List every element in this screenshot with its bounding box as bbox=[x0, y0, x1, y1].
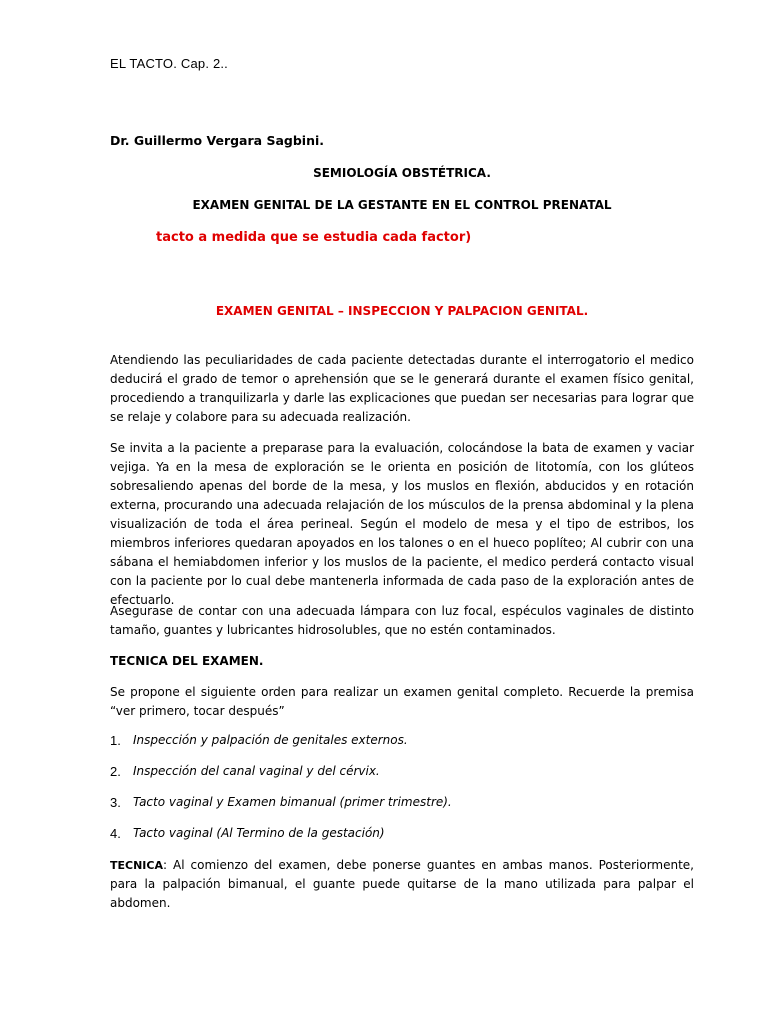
paragraph-3: Asegurase de contar con una adecuada lámpara con luz focal, espéculos vaginales de distinto tamaño, guantes y lubricantes hidrosolubles, que no estén contaminados. bbox=[110, 604, 694, 637]
list-item-number: 2. bbox=[110, 764, 121, 779]
list-item-text: Tacto vaginal y Examen bimanual (primer trimestre). bbox=[133, 795, 452, 809]
technique-heading: TECNICA DEL EXAMEN. bbox=[110, 654, 264, 668]
author-name: Dr. Guillermo Vergara Sagbini. bbox=[110, 133, 324, 148]
section-heading: EXAMEN GENITAL – INSPECCION Y PALPACION GENITAL. bbox=[215, 304, 589, 318]
list-item-number: 4. bbox=[110, 826, 121, 841]
paragraph-1: Atendiendo las peculiaridades de cada paciente detectadas durante el interrogatorio el medico deducirá el grado de temor o aprehensión que se le generará durante el examen físico genital, procediendo a tranquilizarla y darle las explicaciones que puedan ser necesarias para lograr que se relaje y colabore para su adecuada realización. bbox=[110, 353, 694, 424]
list-item-text: Tacto vaginal (Al Termino de la gestación) bbox=[133, 826, 385, 840]
page-header: EL TACTO. Cap. 2.. bbox=[110, 56, 228, 71]
list-item-number: 1. bbox=[110, 733, 121, 748]
red-note: tacto a medida que se estudia cada factor) bbox=[156, 230, 472, 245]
list-item-number: 3. bbox=[110, 795, 121, 810]
list-item-text: Inspección y palpación de genitales externos. bbox=[133, 733, 408, 747]
technique-intro: Se propone el siguiente orden para realizar un examen genital completo. Recuerde la premisa “ver primero, tocar después” bbox=[110, 685, 694, 718]
final-label: TECNICA bbox=[110, 859, 163, 872]
final-paragraph bbox=[110, 856, 694, 913]
document-subtitle: SEMIOLOGÍA OBSTÉTRICA. bbox=[313, 166, 491, 180]
paragraph-2: Se invita a la paciente a preparase para la evaluación, colocándose la bata de examen y vaciar vejiga. Ya en la mesa de exploración se le orienta en posición de litotomía, con los glúteos sobresaliendo apenas del borde de la mesa, y los muslos en flexión, abducidos y en rotación externa, procurando una adecuada relajación de los músculos de la prensa abdominal y la plena visualización de toda el área perineal. Según el modelo de mesa y el tipo de estribos, los miembros inferiores quedaran apoyados en los talones o en el hueco poplíteo; Al cubrir con una sábana el hemiabdomen inferior y los muslos de la paciente, el medico perderá contacto visual con la paciente por lo cual debe mantenerla informada de cada paso de la exploración antes de efectuarlo. bbox=[110, 441, 694, 607]
list-item-text: Inspección del canal vaginal y del cérvix. bbox=[133, 764, 380, 778]
document-title: EXAMEN GENITAL DE LA GESTANTE EN EL CONTROL PRENATAL bbox=[192, 198, 612, 212]
final-text: : Al comienzo del examen, debe ponerse guantes en ambas manos. Posteriormente, para la palpación bimanual, el guante puede quitarse de la mano utilizada para palpar el abdomen. bbox=[110, 858, 694, 910]
